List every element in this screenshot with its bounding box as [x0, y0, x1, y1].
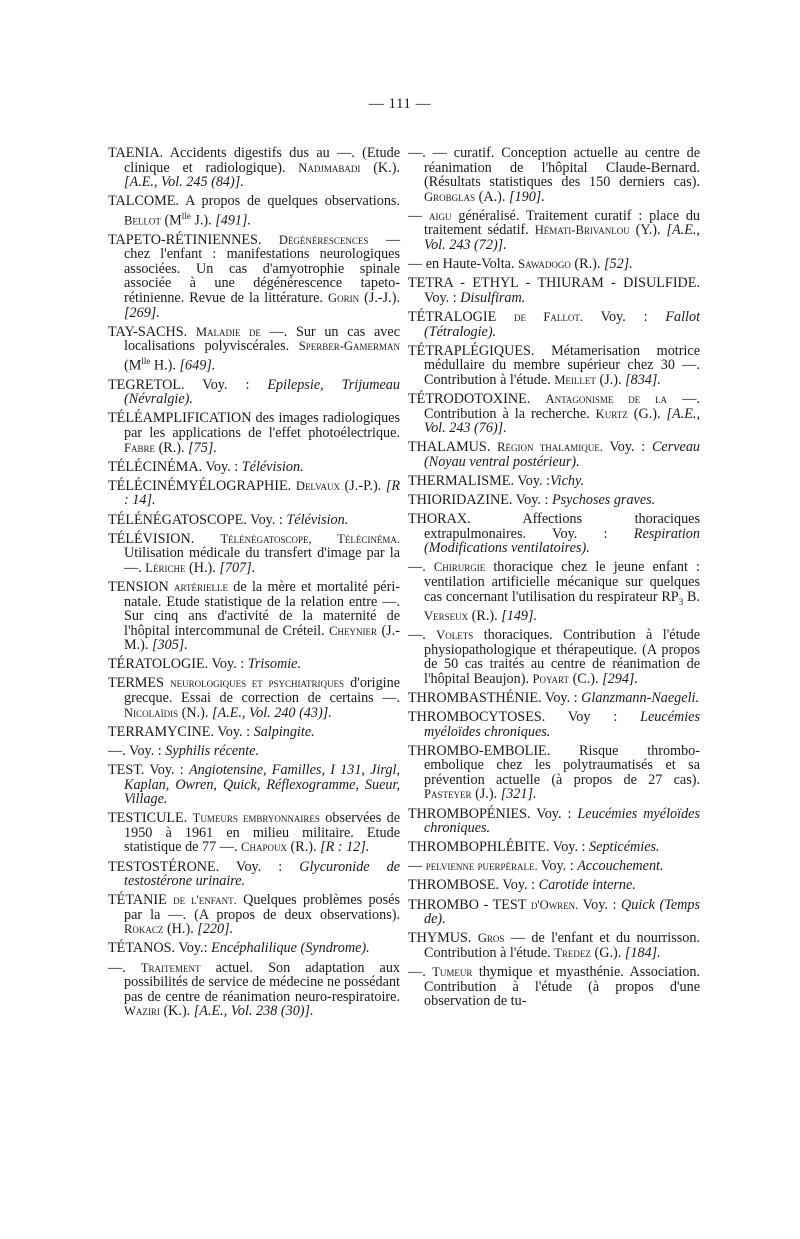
- entry-text: [R : 12].: [320, 839, 370, 856]
- entry-text: [496, 309, 514, 325]
- entry-text: [A.E., Vol. 243 (72)].: [424, 222, 700, 254]
- entry-text: —.: [108, 959, 141, 976]
- entry-text: [261, 232, 278, 248]
- entry-text: (A.).: [475, 188, 509, 205]
- index-entry: [108, 194, 400, 228]
- entry-text: Fabre: [124, 440, 156, 455]
- index-entry: [108, 657, 400, 672]
- entry-text: [52].: [603, 256, 633, 273]
- index-entry: [408, 344, 700, 388]
- entry-text: Voy. :: [541, 689, 582, 706]
- entry-text: pelvienne puerpérale.: [425, 859, 538, 874]
- entry-text: Voy. :: [537, 858, 578, 875]
- index-entry: [108, 941, 400, 956]
- entry-text: B.: [683, 588, 700, 605]
- entry-headword: TÉTANIE: [108, 892, 167, 909]
- entry-text: J.).: [190, 212, 216, 229]
- entry-text: Voy. :: [578, 896, 622, 913]
- entry-text: observées de 1950 à 1961 en milieu militaire. Etude statistique de 77 —.: [124, 810, 401, 856]
- entry-text: Voy. :: [602, 439, 652, 456]
- entry-text: [A.E., Vol. 245 (84)].: [124, 174, 244, 191]
- entry-text: —. Contribution à la recherche.: [424, 390, 701, 422]
- index-entry: [408, 965, 700, 1009]
- index-entry: [108, 411, 400, 455]
- entry-text: (J.).: [595, 371, 626, 388]
- entry-text: artérielle: [174, 579, 228, 594]
- entry-headword: THALAMUS.: [408, 439, 491, 456]
- entry-text: (M: [160, 212, 182, 229]
- entry-headword: TAPETO-RÉTINIENNES.: [108, 231, 262, 248]
- entry-text: (H.).: [163, 921, 198, 938]
- entry-text: Disulfiram.: [460, 289, 526, 306]
- entry-text: Psychoses graves.: [551, 491, 656, 508]
- entry-text: Voy. :: [184, 376, 268, 393]
- entry-headword: TÉLÉAMPLIFICATION: [108, 410, 252, 427]
- index-entry: [408, 392, 700, 436]
- entry-text: Poyart: [532, 671, 570, 686]
- entry-text: thoraciques. Contribution à l'étude physiopathologique et thérapeutique. (A propos de 50 cas traités au centre de réanimation de l'hôpital Beaujon).: [424, 627, 700, 687]
- entry-text: neurologiques et psychiatriques: [170, 676, 345, 691]
- entry-text: Télénégatoscope, Télécinéma.: [220, 531, 400, 546]
- entry-text: Traitement: [140, 960, 201, 975]
- entry-text: [184].: [624, 944, 661, 961]
- entry-text: —.: [408, 559, 434, 576]
- entry-text: A propos de quelques observations.: [178, 193, 400, 210]
- entry-text: (J.-J.).: [359, 290, 400, 307]
- index-entry: [108, 378, 400, 407]
- entry-text: [A.E., Vol. 243 (76)].: [424, 405, 700, 437]
- entry-headword: TETRA - ETHYL - THIURAM - DISULFIDE.: [408, 275, 700, 292]
- entry-text: —. Sur un cas avec localisations polyviscérales.: [124, 323, 400, 355]
- index-entry: [408, 310, 700, 339]
- entry-text: Risque thrombo-embolique chez les polytraumatisés et sa prévention actuelle (à propos de 27 cas).: [424, 742, 700, 788]
- entry-text: [R : 14].: [124, 477, 401, 509]
- index-entry: [408, 257, 700, 272]
- entry-text: (H.).: [185, 559, 220, 576]
- entry-headword: TÉTRODOTOXINE.: [408, 390, 531, 407]
- entry-text: (N.).: [178, 704, 212, 721]
- entry-headword: THROMBO - TEST: [408, 896, 527, 913]
- entry-text: Voy. :: [424, 289, 461, 306]
- index-entry: [408, 146, 700, 204]
- entry-text: [305].: [151, 637, 188, 654]
- entry-text: [A.E., Vol. 240 (43)].: [211, 704, 332, 721]
- entry-text: Bellot: [124, 213, 161, 228]
- entry-headword: THROMBOPÉNIES.: [408, 805, 531, 822]
- entry-text: [834].: [625, 371, 661, 388]
- entry-text: aigu: [429, 208, 452, 223]
- entry-text: Septicémies.: [589, 839, 660, 856]
- entry-text: thoracique chez le jeune enfant : ventilation artificielle mécanique sur quelques cas concernant l'utilisation du respirateur RP: [424, 559, 700, 605]
- entry-text: Antagonisme de la: [545, 391, 668, 406]
- entry-headword: TERRAMYCINE.: [108, 723, 215, 740]
- entry-text: Utilisation médicale du transfert d'image par la —.: [124, 545, 400, 576]
- entry-text: Pasteyer: [424, 787, 472, 802]
- entry-text: (G.).: [590, 944, 625, 961]
- entry-text: Quick (Temps de).: [424, 896, 700, 928]
- index-entry: [108, 744, 400, 759]
- entry-text: 3: [678, 596, 684, 607]
- index-entry: [108, 961, 400, 1019]
- entry-text: thymique et myasthénie. Association. Contribution à l'étude (à propos d'une observation de tu-: [424, 963, 700, 1010]
- entry-headword: THIORIDAZINE.: [408, 491, 513, 508]
- index-entry: [408, 512, 700, 556]
- index-entry: [108, 893, 400, 937]
- entry-text: Voy. :: [202, 458, 242, 475]
- entry-text: Cerveau (Noyau ventral postérieur).: [424, 439, 701, 470]
- entry-text: Voy. :: [219, 858, 300, 875]
- entry-text: (R.).: [155, 439, 189, 456]
- entry-text: [75].: [188, 439, 217, 456]
- entry-text: Voy. :: [530, 805, 578, 822]
- entry-text: Voy. :: [549, 839, 590, 856]
- entry-headword: TESTOSTÉRONE.: [108, 858, 220, 875]
- entry-headword: THORAX.: [408, 511, 471, 528]
- entry-text: —: [408, 858, 426, 875]
- index-entry: [108, 460, 400, 475]
- index-entry: [408, 691, 700, 706]
- entry-text: Tumeurs embryonnaires: [192, 811, 320, 826]
- entry-headword: TÉLÉNÉGATOSCOPE.: [108, 511, 247, 528]
- entry-text: — de l'enfant et du nourrisson. Contribution à l'étude.: [424, 930, 700, 961]
- entry-text: Voy :: [545, 709, 641, 726]
- index-entry: [408, 628, 700, 686]
- entry-text: (Y.).: [629, 222, 667, 239]
- entry-headword: THROMBASTHÉNIE.: [408, 689, 542, 706]
- entry-text: [220].: [197, 921, 234, 938]
- index-entry: [108, 763, 400, 807]
- entry-text: Télévision.: [241, 458, 304, 475]
- entry-text: Accidents digestifs dus au —. (Etude clinique et radiologique).: [124, 145, 400, 176]
- index-entry: [408, 859, 700, 874]
- entry-text: Grobglas: [424, 189, 476, 204]
- index-entry: [408, 807, 700, 836]
- entry-text: Gorin: [328, 291, 360, 306]
- entry-text: Lériche: [145, 560, 186, 575]
- entry-text: Salpingite.: [253, 723, 315, 740]
- entry-headword: THYMUS.: [408, 930, 472, 947]
- entry-headword: TERMES: [108, 675, 164, 692]
- index-entry: [108, 532, 400, 576]
- index-column-left: [108, 146, 400, 1023]
- entry-text: Hémati-Brivanlou: [534, 223, 630, 238]
- entry-text: — en Haute-Volta.: [408, 256, 519, 273]
- entry-text: H.).: [150, 357, 180, 374]
- index-entry: [108, 725, 400, 740]
- index-entry: [408, 209, 700, 253]
- entry-text: Vichy.: [550, 472, 585, 489]
- entry-text: généralisé. Traitement curatif : place du traitement sédatif.: [424, 207, 701, 239]
- entry-text: (J.).: [471, 786, 501, 803]
- index-entry: [108, 479, 400, 508]
- entry-headword: TENSION: [108, 578, 169, 595]
- entry-text: Métamerisation motrice médullaire du membre supérieur chez 30 —. Contribution à l'étude.: [424, 342, 700, 388]
- index-entry: [408, 878, 700, 893]
- entry-text: (J.-P.).: [339, 477, 386, 494]
- entry-headword: TÉTANOS.: [108, 940, 176, 957]
- entry-text: Fallot (Tétralogie).: [424, 308, 701, 340]
- entry-text: [530, 391, 545, 407]
- entry-text: Voy. :: [512, 491, 552, 508]
- entry-headword: TAY-SACHS.: [108, 323, 188, 340]
- entry-headword: TÉRATOLOGIE.: [108, 656, 209, 673]
- entry-text: Voy. :: [208, 656, 248, 673]
- entry-text: Nicolaïdis: [124, 705, 179, 720]
- entry-text: (M: [124, 357, 142, 374]
- entry-text: actuel. Son adaptation aux possibilités de service de médecine ne possédant pas de centre de réanimation neuro-respiratoire.: [124, 959, 401, 1005]
- index-entry: [108, 860, 400, 889]
- entry-text: Accouchement.: [577, 858, 664, 875]
- entry-text: Voy. :: [499, 877, 539, 894]
- entry-text: (K.).: [159, 1003, 194, 1020]
- entry-headword: THROMBOCYTOSES.: [408, 709, 546, 726]
- entry-text: [A.E., Vol. 238 (30)].: [193, 1003, 314, 1020]
- index-entry: [108, 513, 400, 528]
- entry-text: —.: [408, 627, 437, 644]
- entry-text: (R.).: [286, 839, 321, 856]
- entry-text: Respiration (Modifications ventilatoires).: [424, 525, 700, 557]
- entry-headword: TÉTRAPLÉGIQUES.: [408, 342, 535, 359]
- entry-text: [269].: [124, 304, 160, 321]
- entry-text: [149].: [501, 607, 538, 624]
- index-column-right: [408, 146, 700, 1013]
- entry-text: Voy. :: [246, 511, 287, 528]
- index-entry: [108, 811, 400, 855]
- entry-text: Waziri: [124, 1004, 160, 1019]
- entry-text: [491].: [215, 212, 252, 229]
- index-entry: [408, 898, 700, 927]
- entry-text: [187, 324, 196, 340]
- entry-text: —.: [408, 963, 433, 980]
- index-entry: [408, 493, 700, 508]
- entry-text: Voy. :: [583, 308, 666, 325]
- entry-text: Voy. :: [214, 723, 254, 740]
- entry-text: (R.).: [570, 256, 604, 273]
- entry-text: d'Owren.: [530, 897, 579, 912]
- index-entry: [108, 233, 400, 321]
- entry-text: [321].: [500, 786, 537, 803]
- entry-text: Glycuronide de testostérone urinaire.: [124, 858, 401, 890]
- index-entry: [408, 931, 700, 960]
- entry-text: Sperber-Gamerman: [298, 339, 400, 354]
- entry-text: Epilepsie, Trijumeau (Névralgie).: [124, 376, 400, 408]
- entry-text: Voy. :: [144, 761, 189, 778]
- entry-text: (C.).: [569, 670, 603, 687]
- entry-text: Leucémies myéloïdes chroniques.: [424, 709, 700, 740]
- entry-text: Chirurgie: [433, 560, 486, 575]
- entry-text: Gros: [477, 931, 505, 946]
- entry-text: —. — curatif. Conception actuelle au centre de réanimation de l'hôpital Claude-Bernard. (Résultats statistiques des 150 derniers cas).: [408, 145, 700, 191]
- entry-text: Glanzmann-Naegeli.: [581, 689, 699, 706]
- entry-text: Tredez: [554, 945, 591, 960]
- entry-text: Verseux: [424, 608, 469, 623]
- entry-headword: TÉLÉCINÉMA.: [108, 458, 203, 475]
- entry-text: (K.).: [360, 159, 400, 176]
- entry-text: Kurtz: [595, 406, 628, 421]
- entry-headword: TÉLÉCINÉMYÉLOGRAPHIE.: [108, 477, 292, 494]
- entry-text: Angiotensine, Familles, I 131, Jirgl, Kaplan, Owren, Quick, Réflexogramme, Sueur, Village.: [124, 761, 400, 808]
- entry-headword: TÉTRALOGIE: [408, 308, 497, 325]
- entry-text: lle: [181, 210, 191, 221]
- index-entry: [408, 276, 700, 305]
- entry-text: Télévision.: [286, 511, 349, 528]
- entry-text: [194, 531, 220, 547]
- entry-text: Volets: [436, 628, 474, 643]
- entry-text: de Fallot.: [514, 309, 584, 324]
- entry-text: — chez l'enfant : manifestations neurologiques associées. Un cas d'amyotrophie spinale associée à une dégénérescence tapeto-rétinienne. Revue de la littérature.: [124, 231, 401, 307]
- entry-text: Dégénérescences: [278, 232, 369, 247]
- index-entry: [408, 744, 700, 802]
- entry-headword: THROMBOPHLÉBITE.: [408, 839, 550, 856]
- entry-text: [190].: [509, 188, 545, 205]
- index-entry: [108, 580, 400, 653]
- entry-text: Voy.:: [175, 940, 212, 957]
- entry-headword: TAENIA.: [108, 145, 164, 161]
- entry-text: Cheynier: [329, 623, 378, 638]
- entry-text: Trisomie.: [247, 656, 301, 673]
- entry-text: des images radiologiques par les applications de l'effet photoélectrique.: [124, 410, 400, 442]
- entry-headword: TESTICULE.: [108, 810, 188, 827]
- index-entry: [408, 474, 700, 489]
- index-entry: [408, 440, 700, 469]
- entry-headword: TEGRETOL.: [108, 376, 185, 393]
- index-entry: [408, 560, 700, 623]
- entry-text: Affections thoraciques extrapulmonaires. Voy. :: [424, 511, 700, 542]
- entry-text: Leucémies myéloïdes chroniques.: [424, 805, 700, 837]
- entry-text: (J.-M.).: [124, 622, 400, 654]
- entry-text: d'origine grecque. Essai de correction de certains —.: [124, 675, 401, 707]
- entry-text: Encéphalilique (Syndrome).: [211, 940, 370, 957]
- entry-headword: THERMALISME.: [408, 472, 515, 489]
- entry-text: —: [408, 207, 430, 224]
- entry-headword: TALCOME.: [108, 193, 179, 210]
- entry-text: Sawadogo: [518, 257, 571, 272]
- entry-text: Région thalamique.: [497, 440, 603, 455]
- entry-text: (G.).: [627, 405, 667, 422]
- entry-text: Syphilis récente.: [165, 742, 260, 759]
- index-entry: [108, 146, 400, 190]
- index-entry: [408, 840, 700, 855]
- entry-text: Chapoux: [241, 840, 287, 855]
- entry-text: Voy. :: [514, 472, 551, 489]
- entry-text: Rokacz: [124, 922, 164, 937]
- entry-text: (R.).: [468, 607, 502, 624]
- entry-text: de la mère et mortalité péri-natale. Etude statistique de la relation entre —. Sur cinq ans d'activité de la maternité de l'hôpital intercommunal de Créteil.: [124, 578, 400, 639]
- entry-text: Delvaux: [295, 478, 340, 493]
- entry-text: Nadjmabadi: [298, 160, 361, 175]
- page-number: — 111 —: [368, 96, 432, 112]
- index-entry: [108, 325, 400, 374]
- entry-headword: TÉLÉVISION.: [108, 530, 195, 547]
- index-entry: [108, 676, 400, 720]
- entry-text: Maladie de: [195, 324, 261, 339]
- entry-text: Quelques problèmes posés par la —. (A propos de deux observations).: [124, 892, 400, 923]
- entry-headword: TEST.: [108, 761, 145, 778]
- entry-headword: THROMBOSE.: [408, 877, 500, 894]
- entry-text: [649].: [179, 357, 216, 374]
- entry-text: lle: [141, 355, 151, 366]
- entry-headword: THROMBO-EMBOLIE.: [408, 742, 551, 759]
- index-entry: [408, 710, 700, 739]
- entry-text: Carotide interne.: [538, 877, 636, 894]
- entry-text: [707].: [219, 559, 256, 576]
- entry-text: —. Voy. :: [108, 742, 166, 759]
- entry-text: Tumeur: [432, 964, 473, 979]
- entry-text: [294].: [602, 670, 638, 687]
- entry-text: de l'enfant.: [173, 893, 237, 908]
- entry-text: Meillet: [554, 372, 596, 387]
